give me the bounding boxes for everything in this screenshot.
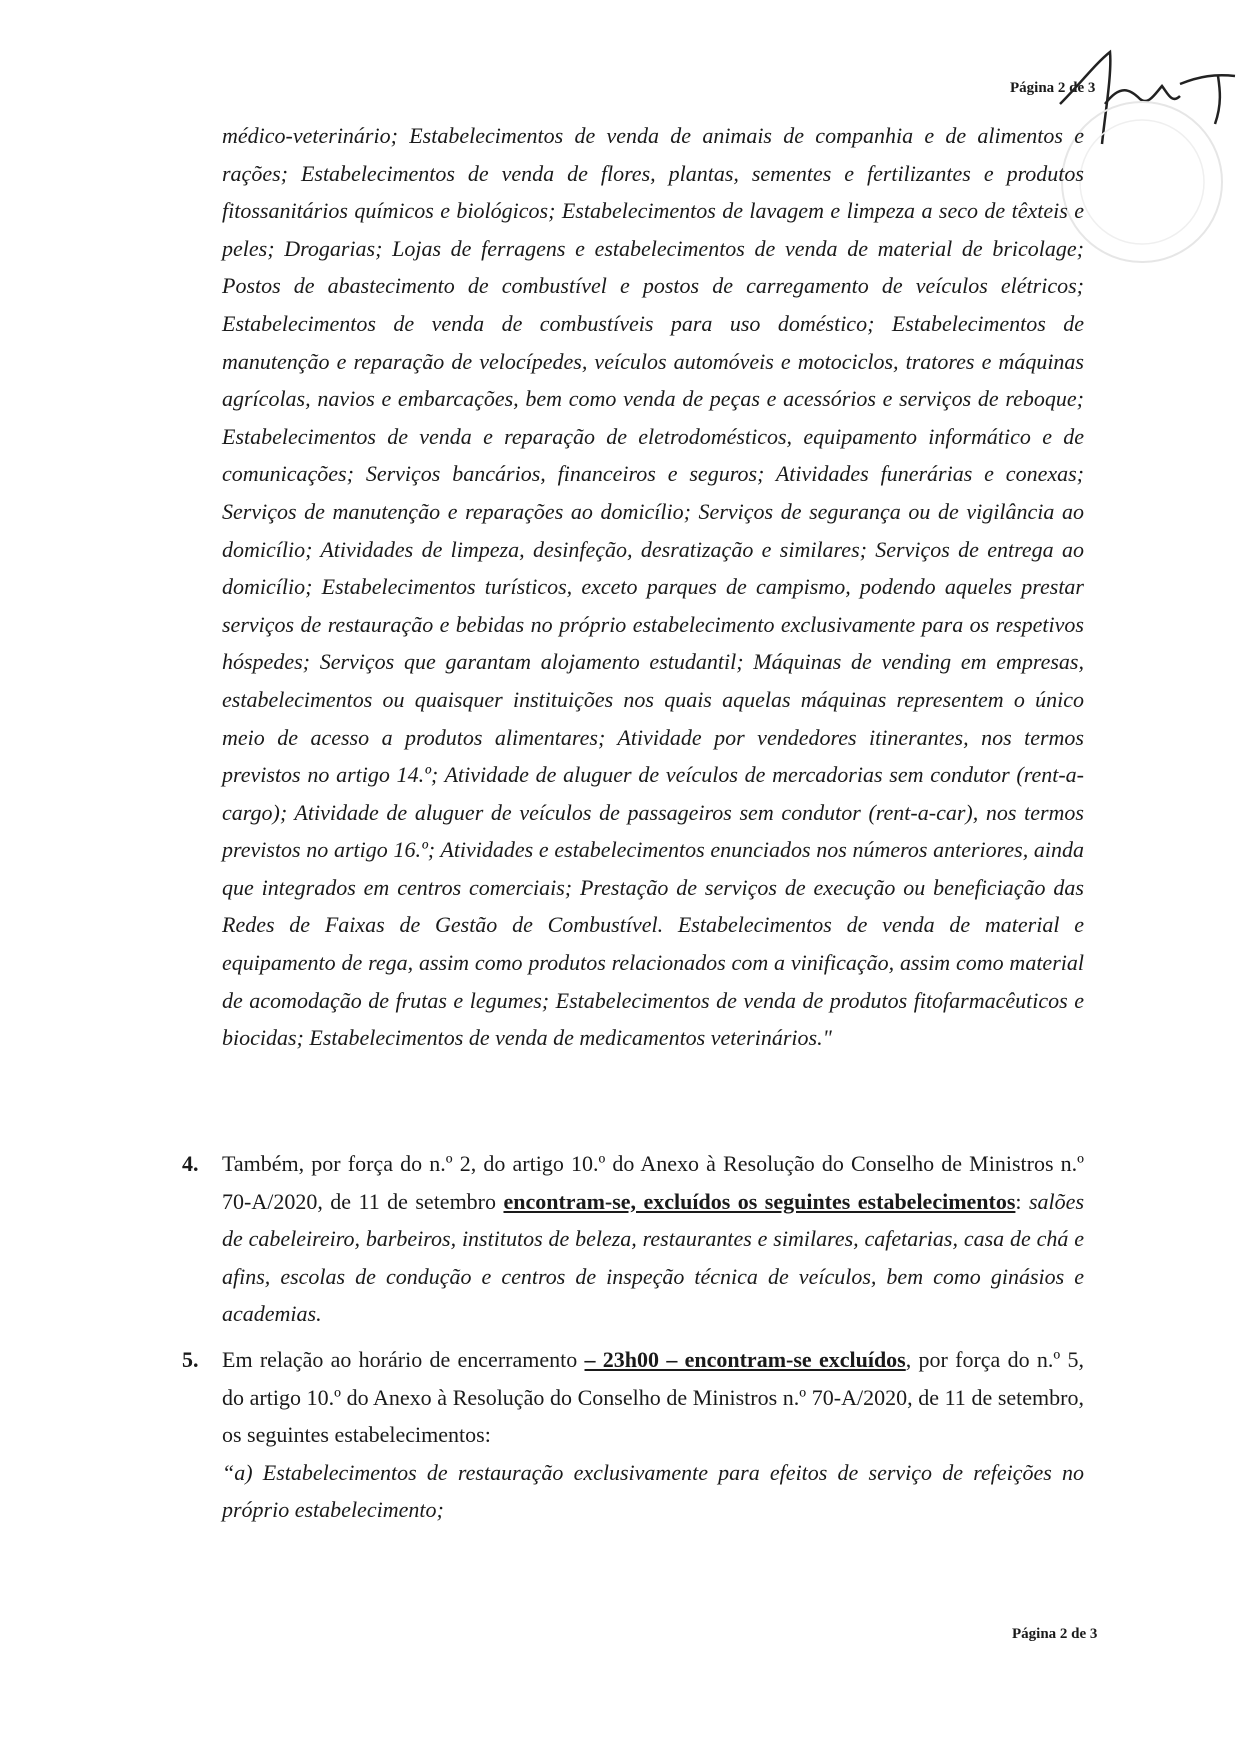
list-item-number: 4. bbox=[182, 1151, 199, 1176]
item-after-emphasis-text: : bbox=[1015, 1188, 1029, 1214]
item-quote: “a) Estabelecimentos de restauração exclusivamente para efeitos de serviço de refeições no próprio estabelecimento; bbox=[222, 1459, 1084, 1523]
item-emphasis-text: – 23h00 – encontram-se excluídos bbox=[584, 1346, 906, 1372]
item-lead-text: Em relação ao horário de encerramento bbox=[222, 1346, 585, 1372]
list-item-body bbox=[222, 1145, 1084, 1333]
list-item-4 bbox=[182, 1145, 1084, 1333]
list-item-body bbox=[222, 1341, 1084, 1529]
item-emphasis-text: encontram-se, excluídos os seguintes estabelecimentos bbox=[503, 1188, 1016, 1214]
item-italic-tail: salões de cabeleireiro, barbeiros, institutos de beleza, restaurantes e similares, cafetarias, casa de chá e afins, escolas de condução e centros de inspeção técnica de veículos, bem como ginásios e academias. bbox=[222, 1188, 1084, 1327]
item-after-emphasis-text: , por força do n.º 5, do artigo 10.º do Anexo à Resolução do Conselho de Ministros n.º 70-A/2020, de 11 de setembro, os seguintes estabelecimentos: bbox=[222, 1346, 1084, 1448]
list-item-number: 5. bbox=[182, 1346, 199, 1372]
item-lead-text: Também, por força do n.º 2, do artigo 10.º do Anexo à Resolução do Conselho de Ministros n.º 70-A/2020, de 11 de setembro bbox=[222, 1151, 1084, 1214]
continuation-paragraph: médico-veterinário; Estabelecimentos de venda de animais de companhia e de alimentos e rações; Estabelecimentos de venda de flores, plantas, sementes e fertilizantes e produtos fitossanitários químicos e biológicos; Estabelecimentos de lavagem e limpeza a seco de têxteis e peles; Drogarias; Lojas de ferragens e estabelecimentos de venda de material de bricolage; Postos de abastecimento de combustível e postos de carregamento de veículos elétricos; Estabelecimentos de venda de combustíveis para uso doméstico; Estabelecimentos de manutenção e reparação de velocípedes, veículos automóveis e motociclos, tratores e máquinas agrícolas, navios e embarcações, bem como venda de peças e acessórios e serviços de reboque; Estabelecimentos de venda e reparação de eletrodomésticos, equipamento informático e de comunicações; Serviços bancários, financeiros e seguros; Atividades funerárias e conexas; Serviços de manutenção e reparações ao domicílio; Serviços de segurança ou de vigilância ao domicílio; Atividades de limpeza, desinfeção, desratização e similares; Serviços de entrega ao domicílio; Estabelecimentos turísticos, exceto parques de campismo, podendo aqueles prestar serviços de restauração e bebidas no próprio estabelecimento exclusivamente para os respetivos hóspedes; Serviços que garantam alojamento estudantil; Máquinas de vending em empresas, estabelecimentos ou quaisquer instituições nos quais aquelas máquinas representem o único meio de acesso a produtos alimentares; Atividade por vendedores itinerantes, nos termos previstos no artigo 14.º; Atividade de aluguer de veículos de mercadorias sem condutor (rent-a-cargo); Atividade de aluguer de veículos de passageiros sem condutor (rent-a-car), nos termos previstos no artigo 16.º; Atividades e estabelecimentos enunciados nos números anteriores, ainda que integrados em centros comerciais; Prestação de serviços de execução ou beneficiação das Redes de Faixas de Gestão de Combustível. Estabelecimentos de venda de material e equipamento de rega, assim como produtos relacionados com a vinificação, assim como material de acomodação de frutas e legumes; Estabelecimentos de venda de produtos fitofarmacêuticos e biocidas; Estabelecimentos de venda de medicamentos veterinários." bbox=[222, 123, 1084, 1051]
numbered-list bbox=[182, 1145, 1084, 1537]
list-item-5 bbox=[182, 1341, 1084, 1529]
header-page-number: Página 2 de 3 bbox=[1010, 80, 1096, 96]
footer-page-number: Página 2 de 3 bbox=[1012, 1626, 1098, 1642]
